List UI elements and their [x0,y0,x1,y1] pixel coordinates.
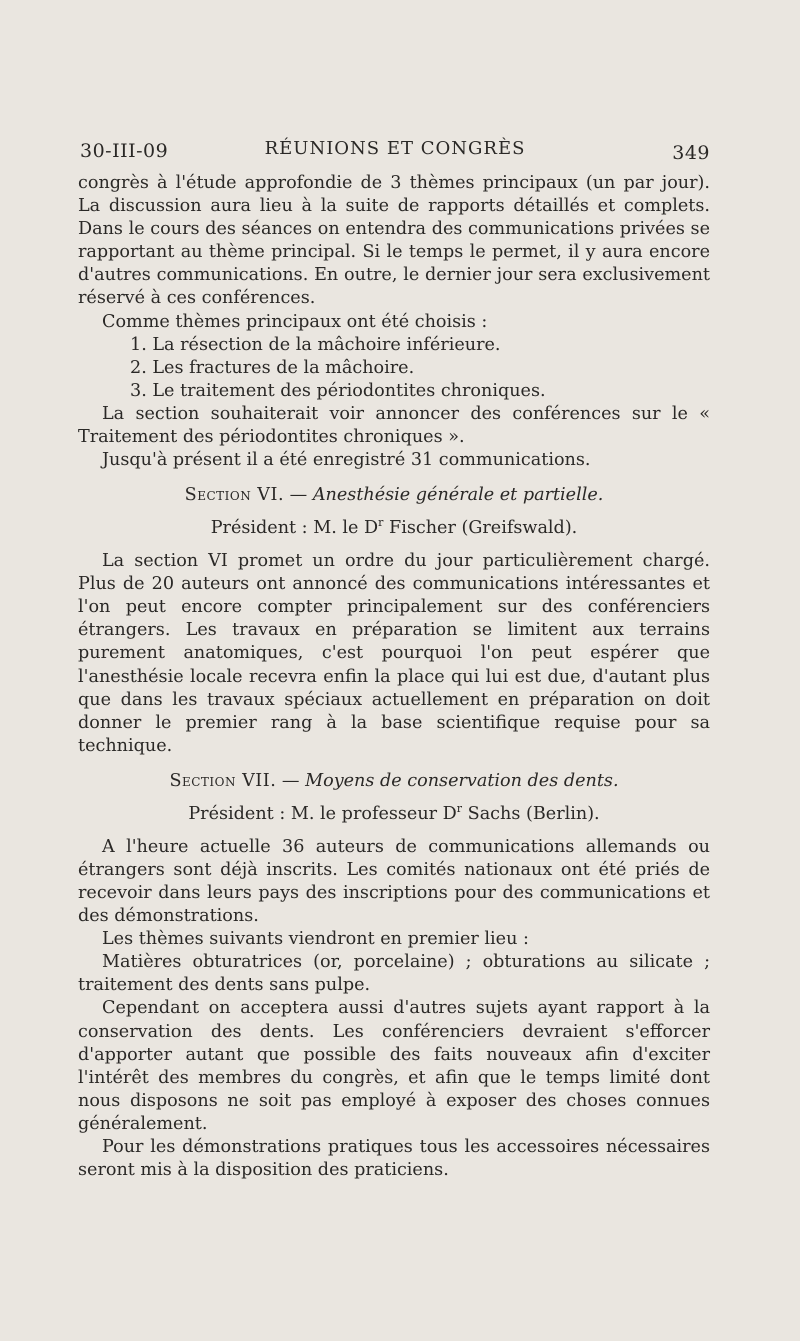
section-label: Section VII. [169,770,277,791]
paragraph: Pour les démonstrations pratiques tous les accessoires nécessaires seront mis à la disposition des praticiens. [78,1137,710,1181]
president-prefix: Président : M. le D [210,518,379,539]
president-sup: r [378,516,384,530]
header-date: 30-III-09 [80,140,169,162]
section-dash: — [276,770,306,791]
header-title: RÉUNIONS ET CONGRÈS [264,138,526,159]
section-dash: — [284,485,313,506]
list-item: 2. Les fractures de la mâchoire. [130,357,415,378]
section-president [78,511,710,540]
paragraph: Comme thèmes principaux ont été choisis : [102,311,488,332]
section-subject: Moyens de conservation des dents. [305,770,619,791]
paragraph: Cependant on acceptera aussi d'autres sujets ayant rapport à la conservation des dents. Les conférenciers devraient s'efforcer d'apporter autant que possible des faits nouveaux afin d'exciter l'intérêt des membres du congrès, et afin que le temps limité dont nous disposons ne soit pas employé à exposer des choses connues généralement. [78,998,710,1134]
list-item: 1. La résection de la mâchoire inférieure. [130,334,501,355]
running-header [80,138,710,168]
paragraph: Jusqu'à présent il a été enregistré 31 communications. [102,450,591,471]
list-item: 3. Le traitement des périodontites chroniques. [130,380,546,401]
page-number: 349 [672,142,710,164]
section-president [78,797,710,826]
paragraph: congrès à l'étude approfondie de 3 thèmes principaux (un par jour). La discussion aura lieu à la suite de rapports détaillés et complets. Dans le cours des séances on entendra des communications privées se rapportant au thème principal. Si le temps le permet, il y aura encore d'autres communications. En outre, le dernier jour sera exclusivement réservé à ces conférences. [78,173,710,309]
section-subject: Anesthésie générale et partielle. [312,485,604,506]
section-heading [78,769,710,793]
paragraph: La section souhaiterait voir annoncer des conférences sur le « Traitement des périodontites chroniques ». [78,403,710,448]
themes-list [78,334,710,403]
page-body [78,172,710,1182]
president-name: Sachs (Berlin). [462,803,600,824]
paragraph: Les thèmes suivants viendront en premier lieu : [102,929,529,950]
section-heading [78,483,710,507]
president-sup: r [456,801,463,815]
paragraph: A l'heure actuelle 36 auteurs de communications allemands ou étrangers sont déjà inscrits. Les comités nationaux ont été priés de recevoir dans leurs pays des inscriptions pour des communications et des démonstrations. [78,836,710,927]
president-prefix: Président : M. le professeur D [188,803,457,824]
section-label: Section VI. [184,485,285,506]
president-name: Fischer (Greifswald). [383,518,578,539]
paragraph: La section VI promet un ordre du jour particulièrement chargé. Plus de 20 auteurs ont annoncé des communications intéressantes et l'on peut encore compter principalement sur des conférenciers étrangers. Les travaux en préparation se limitent aux terrains purement anatomiques, c'est pourquoi l'on peut espérer que l'anesthésie locale recevra enfin la place qui lui est due, d'autant plus que dans les travaux spéciaux actuellement en préparation on doit donner le premier rang à la base scientifique requise pour sa technique. [78,551,710,756]
paragraph: Matières obturatrices (or, porcelaine) ; obturations au silicate ; traitement des dents sans pulpe. [78,952,710,996]
